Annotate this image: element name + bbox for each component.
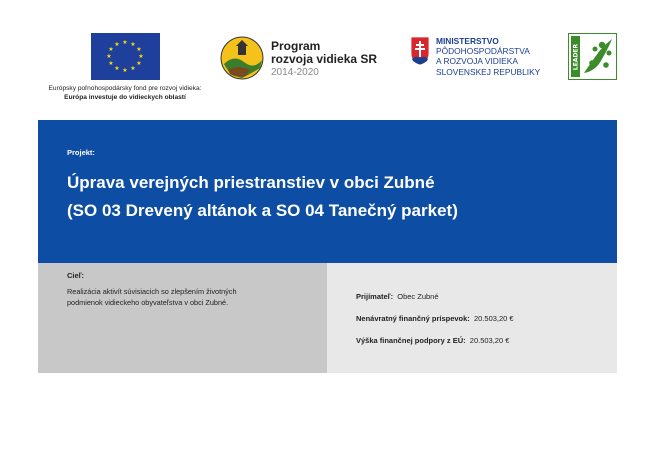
project-banner	[38, 120, 617, 263]
project-title: Úprava verejných priestranstiev v obci Zubné (SO 03 Drevený altánok a SO 04 Tanečný parket)	[67, 173, 458, 220]
leader-logo-icon	[568, 33, 617, 80]
logo-strip	[0, 0, 650, 110]
program-logo-text: Program rozvoja vidieka SR 2014-2020	[271, 39, 378, 78]
program-logo-icon	[220, 36, 264, 80]
goal-text: Realizácia aktivít súvisiacich so zlepšením životných podmienok vidieckeho obyvateľstva v obci Zubné.	[67, 287, 237, 307]
project-label: Projekt:	[67, 148, 95, 157]
goal-label: Cieľ:	[67, 271, 85, 280]
info-panel	[327, 263, 617, 373]
ministry-logo-text: MINISTERSTVO PÔDOHOSPODÁRSTVA A ROZVOJA VIDIEKA SLOVENSKEJ REPUBLIKY	[436, 36, 541, 77]
eu-support-row: Výška finančnej podpory z EÚ: 20.503,20 €	[356, 336, 510, 345]
svg-text:LEADER: LEADER	[572, 43, 580, 71]
recipient-row: Prijímateľ: Obec Zubné	[356, 292, 439, 301]
grant-row: Nenávratný finančný príspevok: 20.503,20 €	[356, 314, 514, 323]
goal-panel	[38, 263, 327, 373]
slovak-coat-of-arms-icon	[410, 36, 430, 66]
eu-caption: Európsky poľnohospodársky fond pre rozvoj vidieka: Európa investuje do vidieckych oblastí	[48, 85, 202, 101]
eu-flag-icon: ★ ★ ★ ★ ★ ★ ★ ★ ★ ★ ★ ★	[91, 33, 160, 80]
